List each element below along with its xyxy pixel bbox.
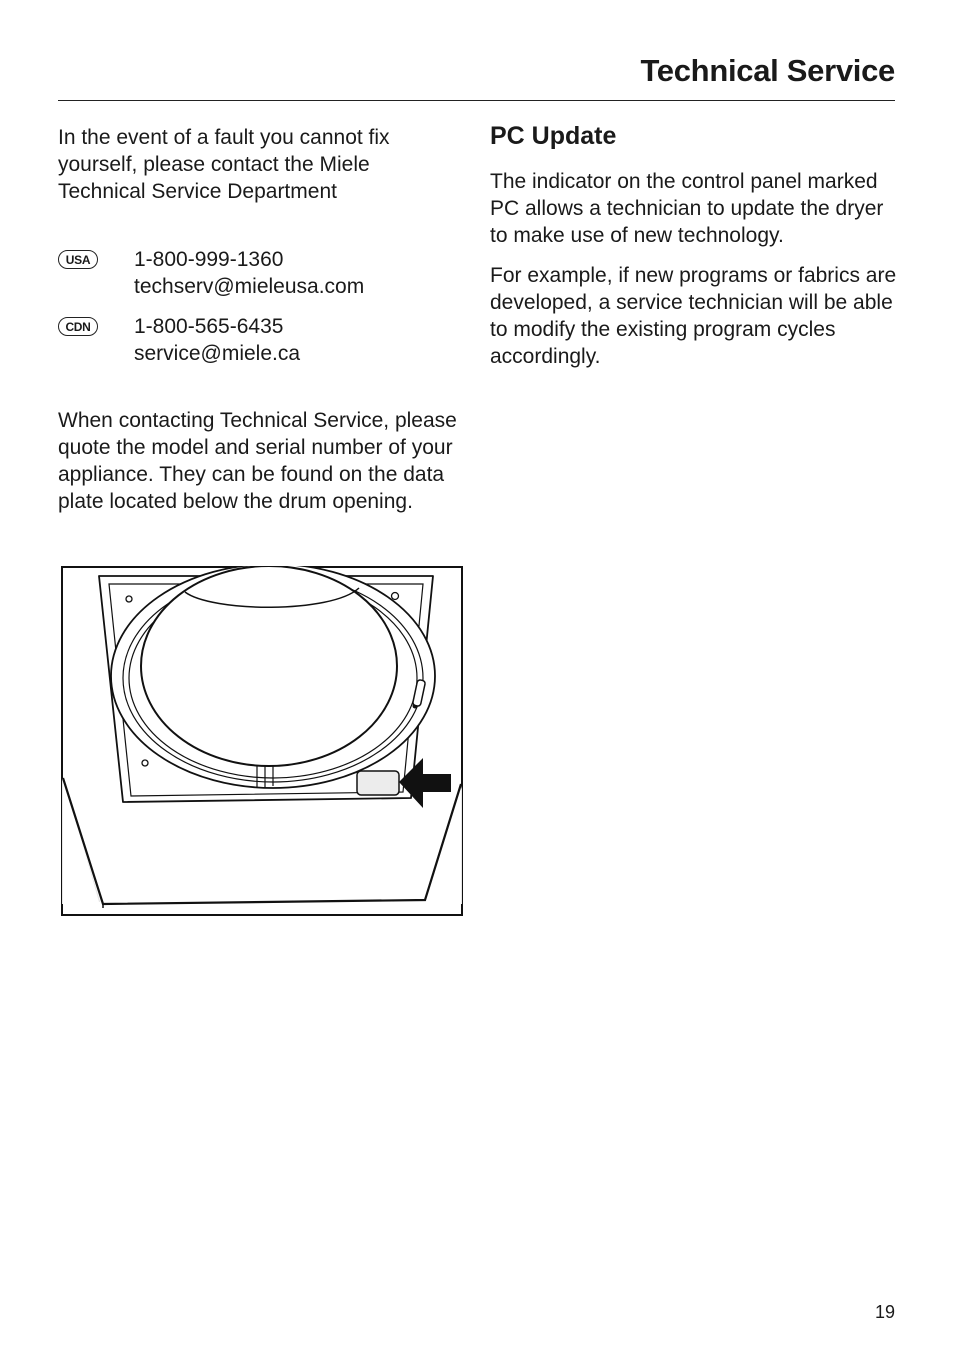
pc-update-heading: PC Update: [490, 122, 617, 150]
pc-update-paragraph-1: The indicator on the control panel marked PC allows a technician to update the dryer to make use of new technology.: [490, 170, 884, 247]
usa-badge: USA: [58, 250, 98, 269]
usa-email: techserv@mieleusa.com: [134, 275, 365, 298]
contact-note-paragraph: When contacting Technical Service, please quote the model and serial number of your appliance. They can be found on the data plate located below the drum opening.: [58, 409, 457, 513]
left-column: [58, 124, 468, 515]
contact-cdn-details: [134, 313, 300, 367]
pc-update-paragraph-2: For example, if new programs or fabrics are developed, a service technician will be able to modify the existing program cycles accordingly.: [490, 264, 897, 368]
cdn-badge: CDN: [58, 317, 98, 336]
cdn-email: service@miele.ca: [134, 342, 301, 365]
usa-phone: 1-800-999-1360: [134, 248, 284, 271]
intro-paragraph: In the event of a fault you cannot fix yourself, please contact the Miele Technical Service Department: [58, 126, 390, 203]
right-column: [490, 120, 900, 370]
contact-usa: [58, 246, 468, 300]
contact-usa-details: [134, 246, 364, 300]
dryer-drum-illustration: [61, 566, 463, 916]
cdn-phone: 1-800-565-6435: [134, 315, 284, 338]
page-header: [58, 52, 895, 101]
contact-cdn: [58, 313, 468, 367]
page-number: 19: [874, 1302, 895, 1322]
page-title: Technical Service: [640, 53, 895, 88]
